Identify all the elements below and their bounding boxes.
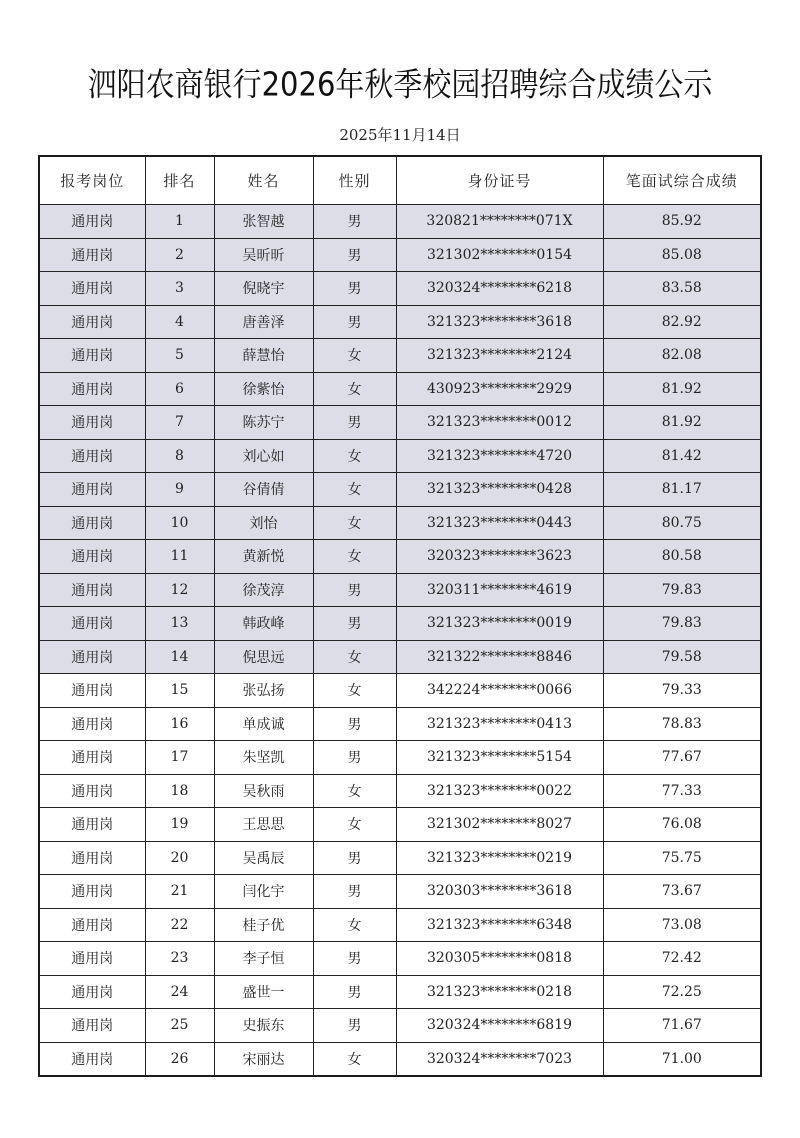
table-row xyxy=(39,439,761,473)
cell-rank: 5 xyxy=(145,339,214,373)
table-row xyxy=(39,272,761,306)
cell-score: 79.83 xyxy=(603,573,761,607)
cell-name: 谷倩倩 xyxy=(214,473,313,507)
cell-score: 83.58 xyxy=(603,272,761,306)
cell-score: 79.83 xyxy=(603,607,761,641)
cell-position: 通用岗 xyxy=(39,808,145,842)
cell-name: 刘怡 xyxy=(214,506,313,540)
cell-gender: 女 xyxy=(313,506,396,540)
cell-score: 79.33 xyxy=(603,674,761,708)
cell-rank: 12 xyxy=(145,573,214,607)
cell-position: 通用岗 xyxy=(39,272,145,306)
cell-gender: 男 xyxy=(313,975,396,1009)
cell-id-number: 321323********4720 xyxy=(396,439,603,473)
cell-id-number: 321323********0019 xyxy=(396,607,603,641)
table-row xyxy=(39,975,761,1009)
cell-rank: 11 xyxy=(145,540,214,574)
cell-rank: 16 xyxy=(145,707,214,741)
header-gender: 性别 xyxy=(313,156,396,205)
cell-rank: 21 xyxy=(145,875,214,909)
cell-rank: 8 xyxy=(145,439,214,473)
cell-id-number: 342224********0066 xyxy=(396,674,603,708)
cell-gender: 男 xyxy=(313,573,396,607)
cell-name: 唐善泽 xyxy=(214,305,313,339)
cell-id-number: 321302********0154 xyxy=(396,238,603,272)
cell-name: 倪思远 xyxy=(214,640,313,674)
cell-score: 77.33 xyxy=(603,774,761,808)
cell-rank: 6 xyxy=(145,372,214,406)
table-row xyxy=(39,473,761,507)
cell-position: 通用岗 xyxy=(39,975,145,1009)
table-row xyxy=(39,774,761,808)
table-row xyxy=(39,406,761,440)
table-row xyxy=(39,707,761,741)
cell-gender: 男 xyxy=(313,942,396,976)
cell-id-number: 321323********0219 xyxy=(396,841,603,875)
cell-score: 80.75 xyxy=(603,506,761,540)
table-row xyxy=(39,238,761,272)
publish-date: 2025年11月14日 xyxy=(339,126,461,144)
cell-score: 80.58 xyxy=(603,540,761,574)
cell-score: 79.58 xyxy=(603,640,761,674)
cell-name: 吴禹辰 xyxy=(214,841,313,875)
cell-id-number: 320821********071X xyxy=(396,205,603,239)
cell-score: 85.08 xyxy=(603,238,761,272)
cell-position: 通用岗 xyxy=(39,339,145,373)
cell-name: 王思思 xyxy=(214,808,313,842)
cell-rank: 26 xyxy=(145,1042,214,1076)
cell-rank: 23 xyxy=(145,942,214,976)
cell-rank: 18 xyxy=(145,774,214,808)
cell-position: 通用岗 xyxy=(39,540,145,574)
cell-gender: 男 xyxy=(313,305,396,339)
cell-position: 通用岗 xyxy=(39,473,145,507)
table-row xyxy=(39,205,761,239)
cell-gender: 女 xyxy=(313,473,396,507)
cell-gender: 女 xyxy=(313,640,396,674)
cell-rank: 22 xyxy=(145,908,214,942)
cell-score: 73.67 xyxy=(603,875,761,909)
table-row xyxy=(39,372,761,406)
cell-gender: 女 xyxy=(313,339,396,373)
cell-id-number: 321323********0218 xyxy=(396,975,603,1009)
cell-name: 朱坚凯 xyxy=(214,741,313,775)
cell-position: 通用岗 xyxy=(39,305,145,339)
cell-name: 刘心如 xyxy=(214,439,313,473)
cell-gender: 男 xyxy=(313,238,396,272)
table-row xyxy=(39,540,761,574)
cell-id-number: 321323********0022 xyxy=(396,774,603,808)
cell-position: 通用岗 xyxy=(39,238,145,272)
cell-name: 徐茂淳 xyxy=(214,573,313,607)
table-row xyxy=(39,1009,761,1043)
cell-gender: 男 xyxy=(313,741,396,775)
cell-score: 82.92 xyxy=(603,305,761,339)
cell-rank: 15 xyxy=(145,674,214,708)
cell-score: 81.92 xyxy=(603,372,761,406)
cell-position: 通用岗 xyxy=(39,205,145,239)
cell-position: 通用岗 xyxy=(39,439,145,473)
cell-name: 倪晓宇 xyxy=(214,272,313,306)
cell-rank: 4 xyxy=(145,305,214,339)
cell-position: 通用岗 xyxy=(39,942,145,976)
table-row xyxy=(39,506,761,540)
cell-rank: 25 xyxy=(145,1009,214,1043)
table-row xyxy=(39,573,761,607)
cell-rank: 24 xyxy=(145,975,214,1009)
cell-gender: 女 xyxy=(313,1042,396,1076)
cell-score: 71.67 xyxy=(603,1009,761,1043)
cell-id-number: 320323********3623 xyxy=(396,540,603,574)
cell-gender: 女 xyxy=(313,908,396,942)
cell-position: 通用岗 xyxy=(39,841,145,875)
cell-gender: 女 xyxy=(313,439,396,473)
cell-rank: 7 xyxy=(145,406,214,440)
cell-gender: 女 xyxy=(313,808,396,842)
cell-id-number: 321323********0012 xyxy=(396,406,603,440)
cell-id-number: 320311********4619 xyxy=(396,573,603,607)
cell-score: 78.83 xyxy=(603,707,761,741)
cell-name: 陈苏宁 xyxy=(214,406,313,440)
cell-rank: 10 xyxy=(145,506,214,540)
cell-gender: 男 xyxy=(313,406,396,440)
cell-rank: 17 xyxy=(145,741,214,775)
cell-name: 单成诚 xyxy=(214,707,313,741)
header-rank: 排名 xyxy=(145,156,214,205)
cell-rank: 14 xyxy=(145,640,214,674)
cell-rank: 2 xyxy=(145,238,214,272)
cell-name: 史振东 xyxy=(214,1009,313,1043)
cell-position: 通用岗 xyxy=(39,372,145,406)
cell-position: 通用岗 xyxy=(39,573,145,607)
cell-rank: 13 xyxy=(145,607,214,641)
cell-gender: 男 xyxy=(313,707,396,741)
header-position: 报考岗位 xyxy=(39,156,145,205)
cell-id-number: 320303********3618 xyxy=(396,875,603,909)
cell-name: 宋丽达 xyxy=(214,1042,313,1076)
cell-gender: 女 xyxy=(313,674,396,708)
cell-name: 吴秋雨 xyxy=(214,774,313,808)
cell-id-number: 321323********2124 xyxy=(396,339,603,373)
cell-gender: 女 xyxy=(313,372,396,406)
cell-score: 71.00 xyxy=(603,1042,761,1076)
cell-id-number: 321323********0413 xyxy=(396,707,603,741)
cell-score: 73.08 xyxy=(603,908,761,942)
cell-position: 通用岗 xyxy=(39,506,145,540)
cell-score: 77.67 xyxy=(603,741,761,775)
cell-gender: 男 xyxy=(313,272,396,306)
cell-position: 通用岗 xyxy=(39,640,145,674)
table-row xyxy=(39,875,761,909)
cell-position: 通用岗 xyxy=(39,908,145,942)
cell-id-number: 430923********2929 xyxy=(396,372,603,406)
cell-score: 81.92 xyxy=(603,406,761,440)
cell-gender: 男 xyxy=(313,875,396,909)
cell-id-number: 321323********3618 xyxy=(396,305,603,339)
table-row xyxy=(39,942,761,976)
cell-position: 通用岗 xyxy=(39,741,145,775)
cell-position: 通用岗 xyxy=(39,1009,145,1043)
cell-id-number: 321323********0443 xyxy=(396,506,603,540)
table-row xyxy=(39,674,761,708)
cell-position: 通用岗 xyxy=(39,607,145,641)
cell-rank: 20 xyxy=(145,841,214,875)
cell-name: 张弘扬 xyxy=(214,674,313,708)
cell-gender: 男 xyxy=(313,607,396,641)
cell-id-number: 320324********6218 xyxy=(396,272,603,306)
cell-position: 通用岗 xyxy=(39,707,145,741)
header-id-number: 身份证号 xyxy=(396,156,603,205)
cell-name: 张智越 xyxy=(214,205,313,239)
results-table xyxy=(38,155,762,1077)
table-row xyxy=(39,908,761,942)
cell-id-number: 321302********8027 xyxy=(396,808,603,842)
cell-gender: 女 xyxy=(313,540,396,574)
table-row xyxy=(39,339,761,373)
cell-name: 桂子优 xyxy=(214,908,313,942)
table-row xyxy=(39,607,761,641)
table-row xyxy=(39,640,761,674)
table-body xyxy=(39,205,761,1077)
cell-gender: 男 xyxy=(313,1009,396,1043)
cell-gender: 男 xyxy=(313,205,396,239)
table-header-row xyxy=(39,156,761,205)
cell-name: 盛世一 xyxy=(214,975,313,1009)
cell-id-number: 320324********7023 xyxy=(396,1042,603,1076)
cell-score: 81.17 xyxy=(603,473,761,507)
cell-name: 薛慧怡 xyxy=(214,339,313,373)
header-score: 笔面试综合成绩 xyxy=(603,156,761,205)
cell-name: 吴昕昕 xyxy=(214,238,313,272)
cell-score: 72.42 xyxy=(603,942,761,976)
cell-rank: 1 xyxy=(145,205,214,239)
cell-id-number: 321323********5154 xyxy=(396,741,603,775)
cell-name: 徐紫怡 xyxy=(214,372,313,406)
table-row xyxy=(39,808,761,842)
cell-id-number: 321323********0428 xyxy=(396,473,603,507)
cell-rank: 3 xyxy=(145,272,214,306)
cell-gender: 男 xyxy=(313,841,396,875)
cell-score: 72.25 xyxy=(603,975,761,1009)
document-title: 泗阳农商银行2026年秋季校园招聘综合成绩公示 xyxy=(87,65,713,104)
cell-position: 通用岗 xyxy=(39,875,145,909)
cell-position: 通用岗 xyxy=(39,1042,145,1076)
cell-id-number: 320305********0818 xyxy=(396,942,603,976)
cell-rank: 9 xyxy=(145,473,214,507)
cell-score: 81.42 xyxy=(603,439,761,473)
cell-name: 李子恒 xyxy=(214,942,313,976)
table-row xyxy=(39,305,761,339)
cell-gender: 女 xyxy=(313,774,396,808)
cell-name: 黄新悦 xyxy=(214,540,313,574)
cell-name: 闫化宇 xyxy=(214,875,313,909)
cell-score: 82.08 xyxy=(603,339,761,373)
header-name: 姓名 xyxy=(214,156,313,205)
cell-score: 76.08 xyxy=(603,808,761,842)
cell-rank: 19 xyxy=(145,808,214,842)
cell-id-number: 321323********6348 xyxy=(396,908,603,942)
cell-position: 通用岗 xyxy=(39,774,145,808)
cell-score: 85.92 xyxy=(603,205,761,239)
cell-position: 通用岗 xyxy=(39,674,145,708)
cell-name: 韩政峰 xyxy=(214,607,313,641)
table-row xyxy=(39,741,761,775)
table-row xyxy=(39,1042,761,1076)
table-row xyxy=(39,841,761,875)
cell-id-number: 321322********8846 xyxy=(396,640,603,674)
cell-id-number: 320324********6819 xyxy=(396,1009,603,1043)
cell-position: 通用岗 xyxy=(39,406,145,440)
cell-score: 75.75 xyxy=(603,841,761,875)
